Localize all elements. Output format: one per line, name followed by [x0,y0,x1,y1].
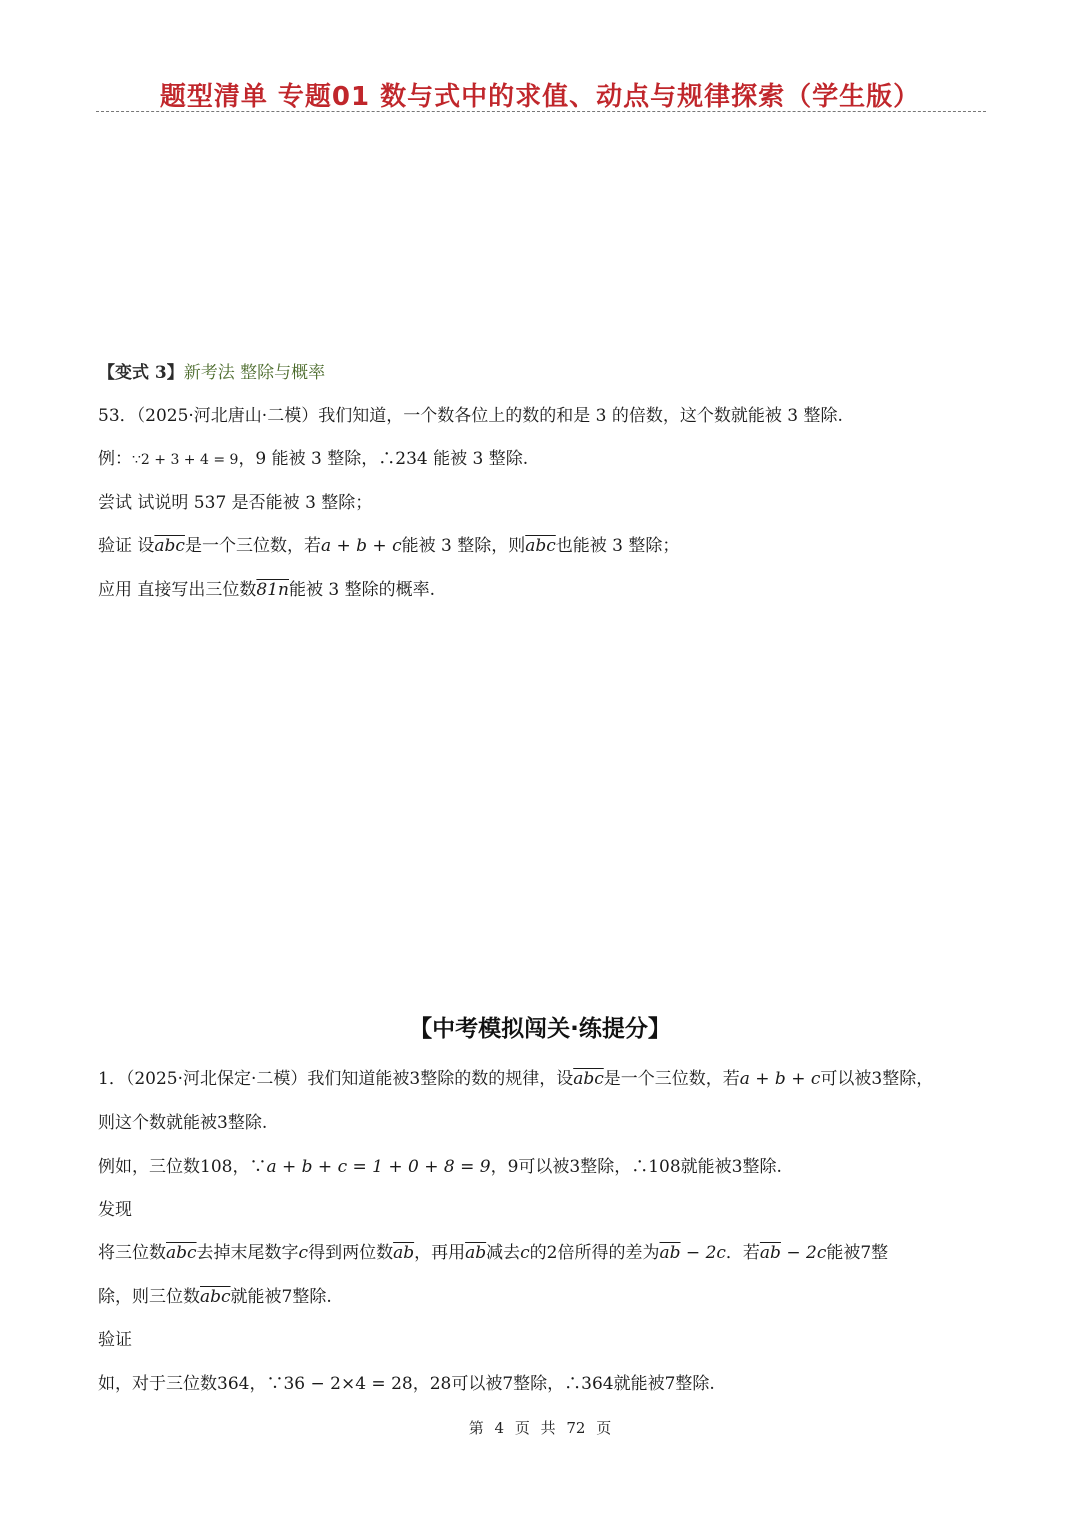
q53-verify-text-3: 能被 3 整除，则 [401,536,526,556]
q53-example-text: ，9 能被 3 整除，∴234 能被 3 整除. [238,449,529,469]
q1-l5-ab2: $\overline{ab}$ [465,1243,487,1263]
q1-sum-expression: a + b + c [739,1069,821,1089]
q53-apply-text-1: 应用 直接写出三位数 [98,580,257,600]
q1-overline-abc: $\overline{abc}$ [573,1069,604,1089]
q1-l6-abc: $\overline{abc}$ [200,1287,231,1307]
q1-l5-expr-rest: − 2c [680,1243,726,1263]
q53-example-label: 例： [98,449,132,469]
q1-l8-equation: 36 − 2×4 = 28 [283,1374,413,1394]
q1-l6-t2: 就能被7整除. [230,1287,332,1307]
q1-l8-t2: ，28可以被7整除，∴364就能被7整除. [412,1374,715,1394]
q1-l5-t6: 的2倍所得的差为 [529,1243,660,1263]
q1-discover-label: 发现 [98,1200,132,1220]
q53-example-equation: ∵2 + 3 + 4 = 9 [132,452,239,468]
q53-apply-text-2: 能被 3 整除的概率. [289,580,436,600]
q1-l5-t4: ，再用 [414,1243,466,1263]
q1-text-1: 1．（2025·河北保定·二模）我们知道能被3整除的数的规律，设 [98,1069,574,1089]
q1-l5-expr-ab: $\overline{ab}$ [659,1243,681,1263]
q1-l5-t1: 将三位数 [98,1243,166,1263]
variant-heading [98,358,325,383]
q53-verify [98,531,679,556]
q53-overline-abc: $\overline{abc}$ [154,536,185,556]
q1-example-text-1: 例如，三位数108，∵ [98,1157,267,1177]
page-footer: 第 4 页 共 72 页 [468,1419,612,1437]
q53-overline-abc-2: $\overline{abc}$ [525,536,556,556]
q1-l5-c2: c [520,1243,530,1263]
q1-line-6 [98,1282,332,1307]
q53-overline-81n: 81n [256,580,289,600]
q53-verify-text-2: 是一个三位数，若 [184,536,321,556]
q1-l5-t2: 去掉末尾数字 [196,1243,299,1263]
q1-l5-t5: 减去 [486,1243,521,1263]
q1-l5-ab: $\overline{ab}$ [393,1243,415,1263]
q1-l5-abc: $\overline{abc}$ [166,1243,197,1263]
q1-line-2: 则这个数就能被3整除. [98,1113,268,1133]
section-title: 【中考模拟闯关·练提分】 [409,1016,671,1042]
q53-apply [98,575,435,600]
q1-example-equation: a + b + c = 1 + 0 + 8 = 9 [266,1157,491,1177]
q1-line-1 [98,1064,933,1089]
q53-verify-text-4: 也能被 3 整除； [555,536,680,556]
q1-l5-t3: 得到两位数 [308,1243,394,1263]
q1-l5-t8: 能被7整 [826,1243,889,1263]
q1-line-5 [98,1238,888,1263]
header-divider [96,111,986,112]
q1-l5-t7: ．若 [725,1243,760,1263]
q1-text-3: 可以被3整除， [820,1069,934,1089]
q1-line-3 [98,1152,782,1177]
variant-tag: 【变式 3】 [98,363,184,383]
q1-line-8 [98,1369,715,1394]
q53-sum-expression: a + b + c [320,536,402,556]
q1-verify-label: 验证 [98,1330,132,1350]
page-header-title: 题型清单 专题01 数与式中的求值、动点与规律探索（学生版） [159,82,921,112]
q1-l5-c: c [298,1243,309,1263]
q1-l8-t1: 如，对于三位数364，∵ [98,1374,284,1394]
q53-intro: 53．（2025·河北唐山·二模）我们知道，一个数各位上的数的和是 3 的倍数，这个数就能被 3 整除. [98,406,843,426]
q1-l5-expr2-ab: $\overline{ab}$ [759,1243,781,1263]
q1-text-2: 是一个三位数，若 [603,1069,740,1089]
q1-example-text-2: ，9可以被3整除，∴108就能被3整除. [490,1157,782,1177]
q1-l5-expr2-rest: − 2c [780,1243,827,1263]
q53-verify-text-1: 验证 设 [98,536,155,556]
variant-topic: 新考法 整除与概率 [183,363,326,383]
q1-l6-t1: 除，则三位数 [98,1287,200,1307]
q53-example [98,444,528,469]
q53-try: 尝试 试说明 537 是否能被 3 整除； [98,493,373,513]
